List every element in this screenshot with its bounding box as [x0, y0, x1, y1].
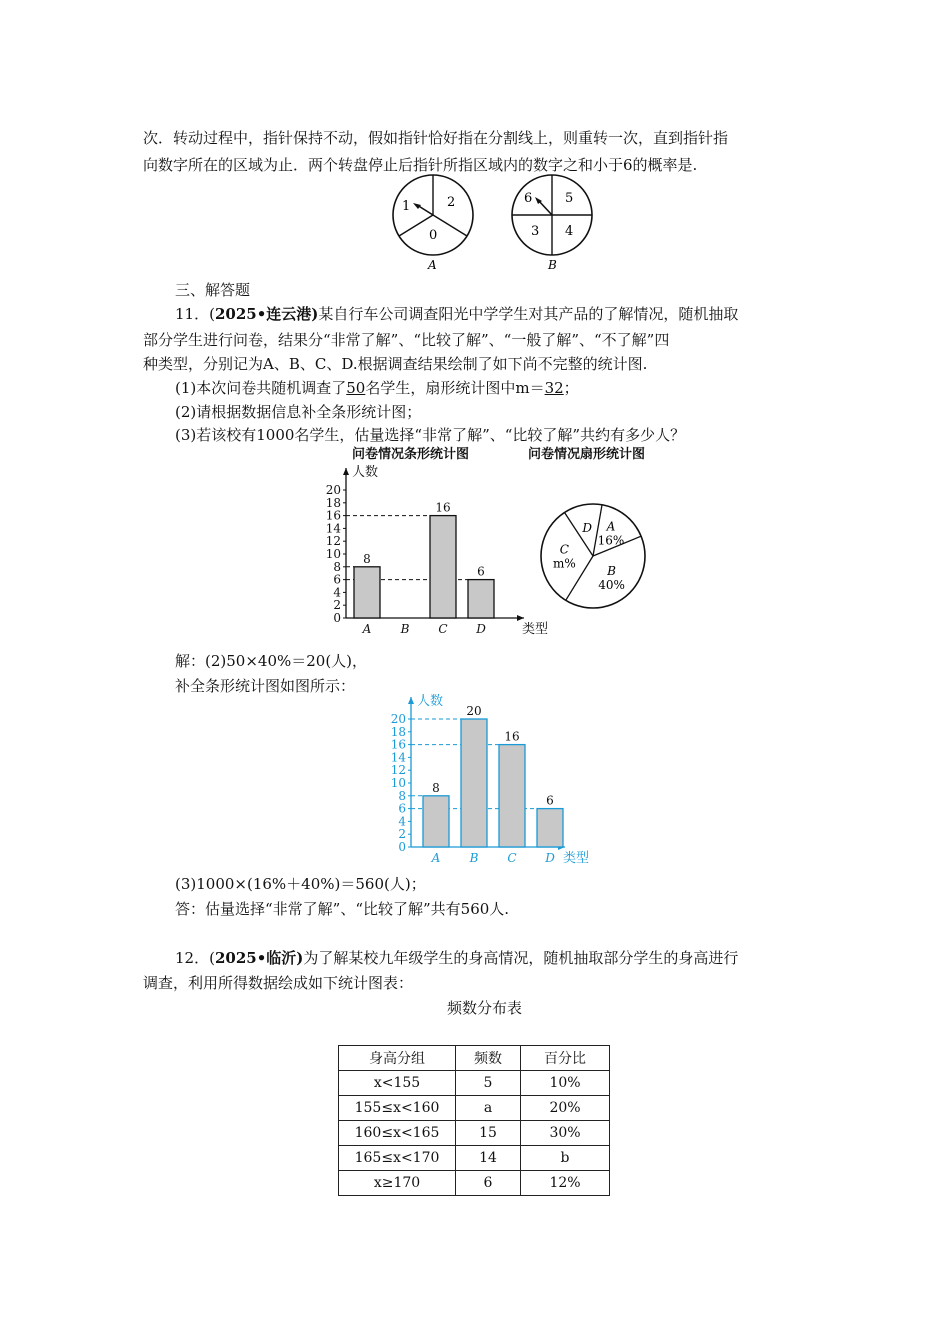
table-header: 百分比: [521, 1046, 610, 1071]
table-cell: x≥170: [339, 1171, 456, 1196]
spinners-figure: [380, 172, 620, 278]
x-tick-label: C: [507, 851, 517, 865]
data-label: 6: [477, 564, 485, 579]
table-cell: a: [456, 1096, 521, 1121]
y-tick-label: 12: [325, 534, 341, 549]
pie-slice-A-name: A: [606, 519, 616, 534]
table-cell: 15: [456, 1121, 521, 1146]
table-cell: 20%: [521, 1096, 610, 1121]
q12-stem-1: [175, 948, 738, 968]
frequency-table: [338, 1045, 610, 1196]
spinner-a-label: A: [428, 258, 437, 272]
bar-D: [468, 580, 494, 618]
x-tick-label: D: [476, 622, 486, 636]
table-row: [339, 1146, 610, 1171]
y-axis-label: 人数: [417, 694, 444, 709]
table-header: 频数: [456, 1046, 521, 1071]
q11-number: 11．(: [175, 305, 215, 323]
bar-chart-complete: [375, 692, 605, 864]
table-cell: 155≤x<160: [339, 1096, 456, 1121]
data-label: 6: [546, 793, 554, 808]
q11-source: •连云港): [256, 305, 319, 323]
y-tick-label: 2: [333, 598, 341, 613]
data-label: 16: [435, 500, 451, 515]
pie-slice-B-label: 40%: [598, 577, 625, 592]
x-tick-label: D: [545, 851, 555, 865]
y-axis-label: 人数: [352, 465, 379, 480]
q11-part-1-text-c: ；: [563, 379, 579, 397]
pie-chart: [535, 498, 651, 614]
bar-C: [499, 745, 525, 847]
y-tick-label: 14: [390, 750, 406, 765]
table-cell: 6: [456, 1171, 521, 1196]
y-axis-arrow: [408, 697, 414, 704]
y-tick-label: 2: [398, 827, 406, 842]
q11-part-1-text-a: (1)本次问卷共随机调查了: [175, 379, 347, 397]
bar-chart-title: 问卷情况条形统计图: [352, 447, 470, 462]
bar-B: [461, 719, 487, 847]
data-label: 8: [432, 780, 440, 795]
table-cell: 12%: [521, 1171, 610, 1196]
y-tick-label: 6: [398, 801, 406, 816]
table-header-row: [339, 1046, 610, 1071]
q11-solution-4: 答：估量选择“非常了解”、“比较了解”共有560人.: [175, 900, 510, 918]
data-label: 16: [504, 729, 520, 744]
table-cell: 30%: [521, 1121, 610, 1146]
y-tick-label: 18: [390, 724, 406, 739]
y-axis-arrow: [343, 468, 349, 475]
x-tick-label: A: [431, 851, 441, 865]
q11-part-3: (3)若该校有1000名学生，估量选择“非常了解”、“比较了解”共约有多少人？: [175, 426, 686, 444]
q11-stem-2: 部分学生进行问卷，结果分“非常了解”、“比较了解”、“一般了解”、“不了解”四: [143, 331, 670, 349]
x-tick-label: A: [362, 622, 372, 636]
table-cell: x<155: [339, 1071, 456, 1096]
bar-A: [423, 796, 449, 847]
q11-answer-32: 32: [544, 379, 564, 397]
spinner-a-num-3: 0: [429, 228, 438, 243]
q11-part-2: (2)请根据数据信息补全条形统计图；: [175, 403, 422, 421]
pie-slice-D-name: D: [582, 520, 593, 535]
spinner-b-num-3: 3: [531, 224, 540, 239]
table-cell: 165≤x<170: [339, 1146, 456, 1171]
q12-stem-text: 为了解某校九年级学生的身高情况，随机抽取部分学生的身高进行: [303, 949, 739, 967]
spinner-b-label: B: [548, 258, 557, 272]
section-heading: 三、解答题: [175, 281, 251, 299]
x-axis-label: 类型: [563, 851, 590, 866]
data-label: 8: [363, 551, 371, 566]
y-tick-label: 10: [325, 547, 341, 561]
pie-slice-C-name: C: [559, 542, 569, 557]
intro-line-1: 次．转动过程中，指针保持不动，假如指针恰好指在分割线上，则重转一次，直到指针指: [143, 129, 729, 147]
y-tick-label: 0: [333, 611, 341, 625]
q11-solution-2: 补全条形统计图如图所示：: [175, 677, 356, 695]
y-tick-label: 4: [398, 814, 406, 829]
q11-stem-text: 某自行车公司调查阳光中学学生对其产品的了解情况，随机抽取: [318, 305, 739, 323]
y-tick-label: 14: [325, 521, 341, 536]
y-tick-label: 16: [390, 737, 406, 752]
q12-stem-2: 调查，利用所得数据绘成如下统计图表：: [143, 974, 414, 992]
table-title: 频数分布表: [447, 999, 523, 1017]
pie-divider: [593, 505, 602, 556]
y-tick-label: 10: [390, 776, 406, 790]
q11-solution-1: 解：(2)50×40%＝20(人)，: [175, 652, 368, 670]
y-tick-label: 20: [390, 712, 406, 726]
y-tick-label: 16: [325, 508, 341, 523]
bar-D: [537, 809, 563, 847]
q11-stem-1: [175, 304, 738, 324]
table-row: [339, 1171, 610, 1196]
spinner-a-num-1: 1: [402, 199, 411, 214]
x-tick-label: C: [438, 622, 448, 636]
x-axis-arrow: [517, 615, 524, 621]
pie-slice-C-label: m%: [553, 556, 576, 571]
table-cell: 5: [456, 1071, 521, 1096]
table-cell: b: [521, 1146, 610, 1171]
table-cell: 160≤x<165: [339, 1121, 456, 1146]
y-tick-label: 6: [333, 572, 341, 587]
table-row: [339, 1096, 610, 1121]
spinner-a-num-2: 2: [447, 195, 456, 210]
y-tick-label: 8: [333, 559, 341, 574]
pie-slice-A-label: 16%: [597, 533, 625, 548]
y-tick-label: 18: [325, 495, 341, 510]
q12-number: 12．(: [175, 949, 215, 967]
y-tick-label: 20: [325, 483, 341, 497]
q11-part-1-text-b: 名学生，扇形统计图中m＝: [365, 379, 545, 397]
pie-slice-B-name: B: [607, 563, 616, 578]
x-axis-label: 类型: [522, 622, 549, 637]
q11-part-1: [175, 378, 579, 398]
y-tick-label: 0: [398, 840, 406, 854]
table-row: [339, 1121, 610, 1146]
table-header: 身高分组: [339, 1046, 456, 1071]
spinner-b-num-4: 4: [565, 224, 574, 239]
q11-year: 2025: [214, 305, 257, 323]
bar-C: [430, 516, 456, 618]
x-tick-label: B: [400, 622, 410, 636]
spinner-b: [512, 175, 592, 272]
intro-line-2: 向数字所在的区域为止．两个转盘停止后指针所指区域内的数字之和小于6的概率是.: [143, 156, 698, 174]
y-tick-label: 4: [333, 585, 341, 600]
spinner-a: [393, 175, 473, 272]
table-row: [339, 1071, 610, 1096]
q11-solution-3: (3)1000×(16%＋40%)＝560(人)；: [175, 875, 426, 893]
table-cell: 14: [456, 1146, 521, 1171]
bar-A: [354, 567, 380, 618]
bar-chart-incomplete: [310, 462, 549, 640]
data-label: 20: [466, 704, 482, 718]
spinner-b-num-5: 5: [565, 191, 574, 206]
q12-year: 2025: [214, 949, 257, 967]
pie-chart-title: 问卷情况扇形统计图: [528, 447, 646, 462]
q11-stem-3: 种类型，分别记为A、B、C、D.根据调查结果绘制了如下尚不完整的统计图.: [143, 355, 648, 373]
q12-source: •临沂): [256, 949, 304, 967]
y-tick-label: 8: [398, 788, 406, 803]
spinner-b-num-6: 6: [524, 191, 533, 206]
y-tick-label: 12: [390, 763, 406, 778]
x-tick-label: B: [469, 851, 479, 865]
table-cell: 10%: [521, 1071, 610, 1096]
q11-answer-50: 50: [346, 379, 366, 397]
